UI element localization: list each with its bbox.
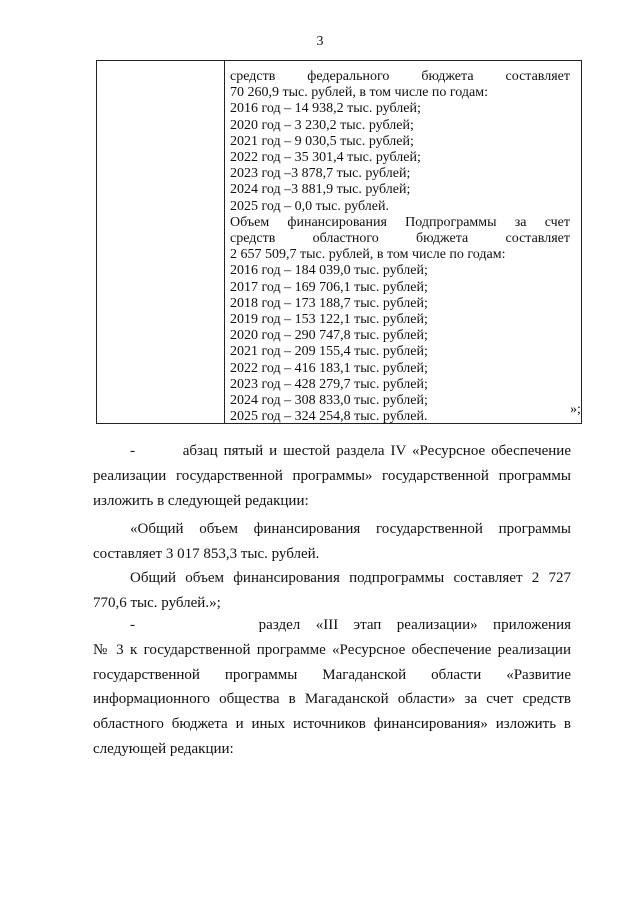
paragraph-text: Общий объем финансирования подпрограммы составляет 2 727 770,6 тыс. рублей.»; [93,570,571,611]
table-line: 2024 год – 308 833,0 тыс. рублей; [230,393,428,409]
table-line: 2016 год – 14 938,2 тыс. рублей; [230,101,421,117]
table-line: 2022 год – 416 183,1 тыс. рублей; [230,360,428,376]
closing-quote: »; [570,402,581,417]
paragraph-text: реализации государственной программы» государственной программы изложить в следующей редакции: [93,467,571,509]
table-line: 2018 год – 173 188,7 тыс. рублей; [230,295,428,311]
table-line: 2 657 509,7 тыс. рублей, в том числе по годам: [230,247,506,263]
table-line: 2020 год – 290 747,8 тыс. рублей; [230,328,428,344]
table-line: 2016 год – 184 039,0 тыс. рублей; [230,263,428,279]
table-line: 2024 год –3 881,9 тыс. рублей; [230,182,411,198]
paragraph-subprogram-financing [93,566,571,616]
table-line: 2025 год – 0,0 тыс. рублей. [230,198,389,214]
table-line: 2023 год – 428 279,7 тыс. рублей; [230,376,428,392]
table-line: 70 260,9 тыс. рублей, в том числе по годам: [230,85,488,101]
table-line: 2019 год – 153 122,1 тыс. рублей; [230,312,428,328]
page-number: 3 [316,34,324,49]
paragraph-total-financing [93,517,571,567]
paragraph-text: «Общий объем финансирования государственной программы составляет 3 017 853,3 тыс. рублей. [93,521,571,562]
paragraph-line: - абзац пятый и шестой раздела IV «Ресурсное обеспечение [130,443,571,459]
table-line: 2025 год – 324 254,8 тыс. рублей. [230,409,428,425]
table-line: 2022 год – 35 301,4 тыс. рублей; [230,150,421,166]
table-line: Объем финансирования Подпрограммы за счет [230,214,570,230]
paragraph-line: - раздел «III этап реализации» приложения [130,617,571,633]
table-line: 2021 год – 9 030,5 тыс. рублей; [230,133,414,149]
paragraph-section-iii [93,613,571,762]
table-line: 2021 год – 209 155,4 тыс. рублей; [230,344,428,360]
table-column-divider [224,61,225,423]
table-line: средств федерального бюджета составляет [230,69,570,84]
paragraph-text: № 3 к государственной программе «Ресурсное обеспечение реализации государственной программы Магаданской области «Развитие информационного общества в Магаданской области» за счет средств областного бюджета и иных источников финансирования» изложить в следующей редакции: [93,641,571,757]
table-line: 2023 год –3 878,7 тыс. рублей; [230,166,411,182]
table-line: средств областного бюджета составляет [230,231,570,247]
table-cell-financing [230,69,570,425]
table-line: 2017 год – 169 706,1 тыс. рублей; [230,279,428,295]
paragraph-section-iv [93,439,571,513]
financing-table [96,60,582,424]
table-line: 2020 год – 3 230,2 тыс. рублей; [230,117,414,133]
